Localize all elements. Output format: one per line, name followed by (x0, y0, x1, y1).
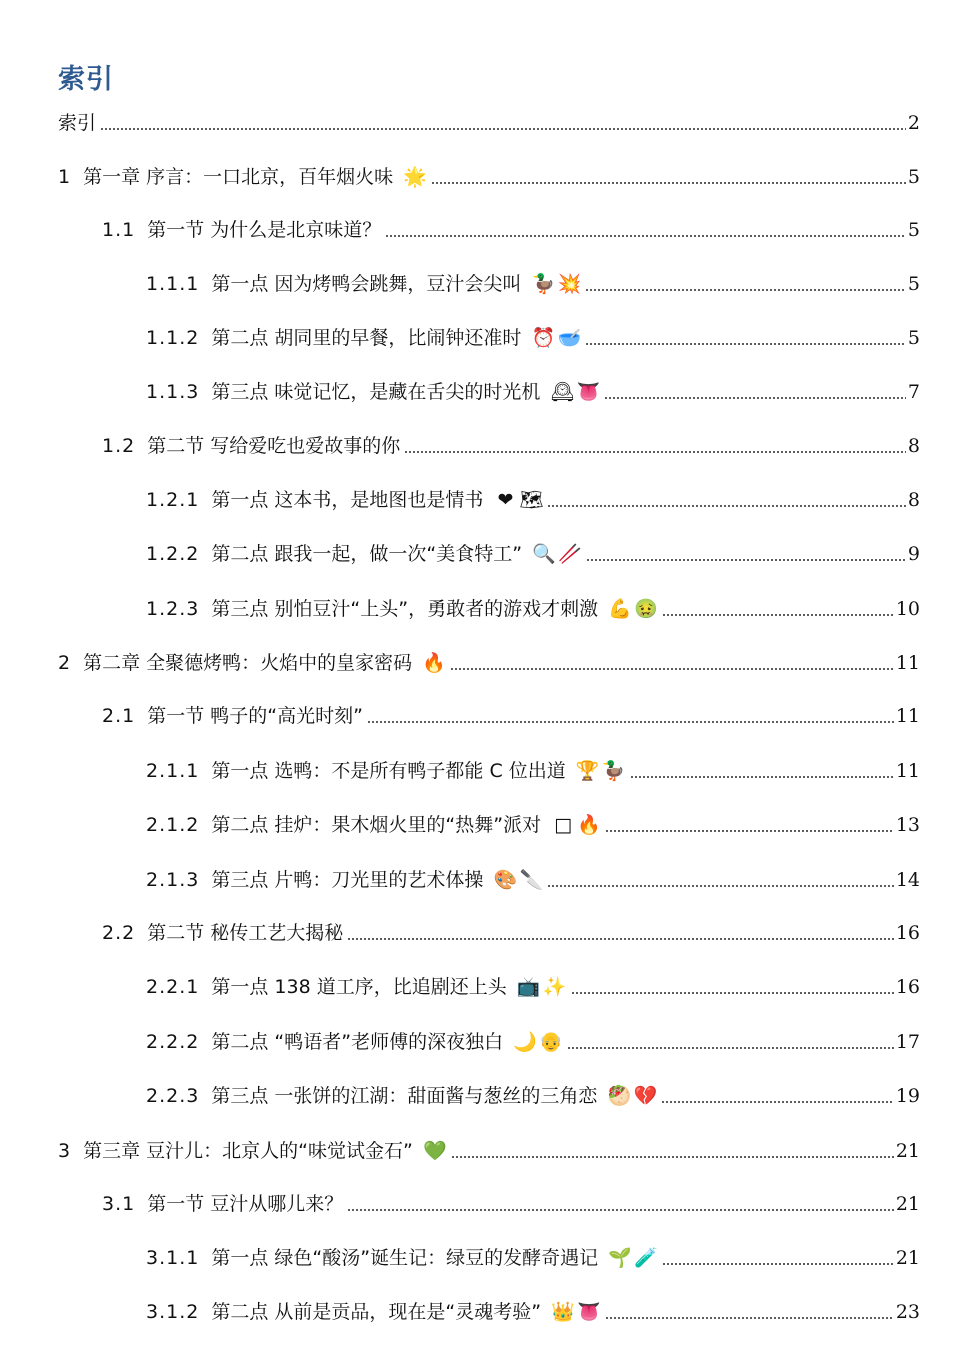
toc-entry-page-number: 11 (895, 760, 920, 782)
toc-entry[interactable] (146, 269, 920, 299)
toc-entry-number: 1.2.2 (146, 543, 200, 565)
toc-entry[interactable] (102, 431, 920, 461)
toc-entry[interactable] (58, 162, 920, 192)
crown-icon: 👑 (551, 1301, 575, 1323)
dot-leader (367, 721, 894, 723)
nauseated-face-icon: 🤢 (634, 598, 658, 620)
bowl-icon: 🥣 (557, 327, 582, 349)
toc-entry-page-number: 5 (907, 273, 920, 295)
toc-entry[interactable] (58, 108, 920, 138)
toc-entry[interactable] (146, 865, 920, 895)
toc-entry-title: 第二点 挂炉：果木烟火里的“热舞”派对 (211, 814, 542, 836)
toc-entry-title: 第二点 跟我一起，做一次“美食特工” (211, 543, 523, 565)
toc-entry-title: 第一点 因为烤鸭会跳舞，豆汁会尖叫 (211, 273, 522, 295)
toc-entry-title: 第三章 豆汁儿：北京人的“味觉试金石” (83, 1140, 413, 1162)
toc-entry-title: 索引 (58, 112, 97, 134)
toc-entry-number: 3.1 (102, 1193, 136, 1215)
toc-entry-icons (422, 648, 446, 678)
magnifier-icon: 🔍 (532, 543, 556, 565)
trophy-icon: 🏆 (575, 760, 600, 782)
dot-leader (571, 992, 894, 994)
toc-entry-page-number: 13 (895, 814, 920, 836)
dot-leader (604, 397, 906, 399)
knife-icon: 🔪 (519, 869, 544, 891)
sparkles-icon: ✨ (542, 976, 567, 998)
dot-leader (662, 614, 894, 616)
toc-entry-icons (513, 1027, 563, 1057)
toc-entry[interactable] (146, 972, 920, 1002)
chopsticks-icon: 🥢 (558, 543, 582, 565)
green-heart-icon: 💚 (422, 1140, 447, 1162)
toc-entry-number: 1.1.1 (146, 273, 200, 295)
palette-icon: 🎨 (493, 869, 518, 891)
toc-entry-number: 2.1 (102, 705, 136, 727)
toc-entry-page-number: 5 (907, 219, 920, 241)
toc-entry-title: 第一点 这本书，是地图也是情书 (211, 489, 484, 511)
toc-entry-icons (517, 972, 567, 1002)
dot-leader (100, 128, 906, 130)
toc-entry-icons (551, 1297, 601, 1327)
toc-entry-number: 1.1 (102, 219, 136, 241)
toc-entry-icons (531, 269, 581, 299)
toc-entry[interactable] (146, 594, 920, 624)
toc-entry-icons (550, 377, 600, 407)
dot-leader (347, 938, 894, 940)
dot-leader (347, 1209, 894, 1211)
toc-entry-page-number: 10 (895, 598, 920, 620)
toc-entry-icons (576, 756, 626, 786)
toc-entry-page-number: 5 (907, 327, 920, 349)
toc-entry-title: 第二节 写给爱吃也爱故事的你 (147, 435, 401, 457)
toc-entry-page-number: 21 (895, 1193, 920, 1215)
duck-icon: 🦆 (531, 273, 556, 295)
toc-entry-icons (403, 162, 427, 192)
dot-leader (630, 776, 894, 778)
toc-entry-title: 第二章 全聚德烤鸭：火焰中的皇家密码 (83, 652, 413, 674)
toc-entry-page-number: 14 (895, 869, 920, 891)
toc-entry-number: 1.1.3 (146, 381, 200, 403)
toc-entry-title: 第三点 片鸭：刀光里的艺术体操 (211, 869, 484, 891)
toc-entry[interactable] (146, 539, 920, 569)
toc-entry[interactable] (146, 1243, 920, 1273)
toc-entry-title: 第一点 绿色“酸汤”诞生记：绿豆的发酵奇遇记 (211, 1247, 599, 1269)
toc-entry-icons (608, 1243, 658, 1273)
toc-entry-page-number: 21 (895, 1140, 920, 1162)
toc-entry-icons (423, 1136, 447, 1166)
toc-entry-number: 2.2.1 (146, 976, 200, 998)
toc-entry-number: 2.2.3 (146, 1085, 200, 1107)
dot-leader (450, 668, 894, 670)
toc-entry-number: 1.2.1 (146, 489, 200, 511)
toc-entry-icons (531, 323, 581, 353)
fire-icon: 🔥 (577, 814, 601, 836)
toc-entry-page-number: 23 (895, 1301, 920, 1323)
toc-entry-page-number: 8 (907, 489, 920, 511)
toc-entry-title: 第一点 选鸭：不是所有鸭子都能 C 位出道 (211, 760, 566, 782)
dot-leader (431, 182, 906, 184)
toc-entry-page-number: 21 (895, 1247, 920, 1269)
toc-entry-icons (532, 539, 582, 569)
toc-entry[interactable] (102, 1189, 920, 1219)
fire-icon: 🔥 (422, 652, 446, 674)
mantel-clock-icon: 🕰 (550, 381, 575, 403)
dot-leader (585, 289, 906, 291)
toc-entry-page-number: 11 (895, 705, 920, 727)
dot-leader (605, 830, 894, 832)
toc-entry-number: 2.2.2 (146, 1031, 200, 1053)
toc-entry-title: 第一节 豆汁从哪儿来？ (147, 1193, 344, 1215)
toc-entry-page-number: 16 (895, 976, 920, 998)
toc-entry[interactable] (146, 810, 920, 840)
toc-entry[interactable] (102, 215, 920, 245)
toc-entry-page-number: 9 (907, 543, 920, 565)
toc-entry[interactable] (146, 485, 920, 515)
wrap-icon: 🥙 (607, 1085, 632, 1107)
dot-leader (404, 451, 906, 453)
toc-entry[interactable] (146, 377, 920, 407)
tongue-icon: 👅 (577, 1301, 601, 1323)
toc-entry-icons (607, 1081, 657, 1111)
toc-entry-icons (551, 810, 601, 840)
test-tube-icon: 🧪 (634, 1247, 658, 1269)
toc-entry-number: 3.1.1 (146, 1247, 200, 1269)
toc-entry-number: 2.1.3 (146, 869, 200, 891)
toc-entry-number: 2.1.1 (146, 760, 200, 782)
missing-glyph-icon: □ (554, 814, 573, 836)
toc-entry-page-number: 11 (895, 652, 920, 674)
alarm-clock-icon: ⏰ (531, 327, 556, 349)
toc-entry-number: 2.1.2 (146, 814, 200, 836)
toc-entry-page-number: 5 (907, 166, 920, 188)
toc-entry[interactable] (146, 1081, 920, 1111)
toc-entry[interactable] (146, 1027, 920, 1057)
dot-leader (567, 1047, 894, 1049)
dot-leader (586, 559, 906, 561)
toc-entry-icons (608, 594, 658, 624)
toc-entry-number: 1.2 (102, 435, 136, 457)
dot-leader (662, 1263, 894, 1265)
explosion-icon: 💥 (557, 273, 582, 295)
toc-entry[interactable] (146, 323, 920, 353)
seedling-icon: 🌱 (608, 1247, 632, 1269)
heart-icon: ❤ (497, 489, 514, 511)
toc-entry-page-number: 7 (907, 381, 920, 403)
toc-entry-number: 1.2.3 (146, 598, 200, 620)
sparkle-star-icon: 🌟 (403, 166, 427, 188)
dot-leader (547, 885, 893, 887)
dot-leader (547, 505, 906, 507)
toc-entry-number: 1 (58, 166, 72, 188)
toc-entry[interactable] (58, 648, 920, 678)
old-man-icon: 👴 (539, 1031, 563, 1053)
toc-entry-title: 第二节 秘传工艺大揭秘 (147, 922, 344, 944)
toc-entry-title: 第一节 为什么是北京味道？ (147, 219, 382, 241)
toc-entry-number: 2 (58, 652, 72, 674)
toc-entry-number: 2.2 (102, 922, 136, 944)
toc-entry[interactable] (58, 1136, 920, 1166)
toc-entry-title: 第三点 一张饼的江湖：甜面酱与葱丝的三角恋 (211, 1085, 598, 1107)
toc-entry-title: 第一节 鸭子的“高光时刻” (147, 705, 363, 727)
toc-entry-title: 第三点 别怕豆汁“上头”，勇敢者的游戏才刺激 (211, 598, 599, 620)
toc-entry[interactable] (102, 701, 920, 731)
toc-entry-title: 第一点 138 道工序，比追剧还上头 (211, 976, 507, 998)
dot-leader (585, 343, 906, 345)
toc-entry-title: 第二点 “鸭语者”老师傅的深夜独白 (211, 1031, 504, 1053)
toc-entry-page-number: 2 (907, 112, 920, 134)
toc-entry[interactable] (102, 918, 920, 948)
duck-icon: 🦆 (601, 760, 626, 782)
toc-heading: 索引 (58, 64, 114, 95)
toc-entry-number: 1.1.2 (146, 327, 200, 349)
toc-entry-number: 3 (58, 1140, 72, 1162)
dot-leader (451, 1156, 894, 1158)
television-icon: 📺 (516, 976, 541, 998)
toc-entry[interactable] (146, 756, 920, 786)
toc-entry-icons (493, 865, 543, 895)
tongue-icon: 👅 (576, 381, 601, 403)
toc-entry-title: 第一章 序言：一口北京，百年烟火味 (83, 166, 394, 188)
dot-leader (385, 235, 906, 237)
toc-entry-number: 3.1.2 (146, 1301, 200, 1323)
broken-heart-icon: 💔 (633, 1085, 658, 1107)
dot-leader (661, 1101, 893, 1103)
crescent-moon-icon: 🌙 (513, 1031, 537, 1053)
toc-entry[interactable] (146, 1297, 920, 1327)
toc-entry-page-number: 16 (895, 922, 920, 944)
toc-entry-title: 第二点 从前是贡品，现在是“灵魂考验” (211, 1301, 542, 1323)
toc-entry-page-number: 8 (907, 435, 920, 457)
map-icon: 🗺 (519, 489, 544, 511)
toc-entry-page-number: 17 (895, 1031, 920, 1053)
toc-entry-page-number: 19 (895, 1085, 920, 1107)
flexed-bicep-icon: 💪 (608, 598, 632, 620)
toc-entry-title: 第三点 味觉记忆，是藏在舌尖的时光机 (211, 381, 541, 403)
dot-leader (605, 1317, 894, 1319)
toc-entry-title: 第二点 胡同里的早餐，比闹钟还准时 (211, 327, 522, 349)
toc-entry-icons (493, 485, 543, 515)
